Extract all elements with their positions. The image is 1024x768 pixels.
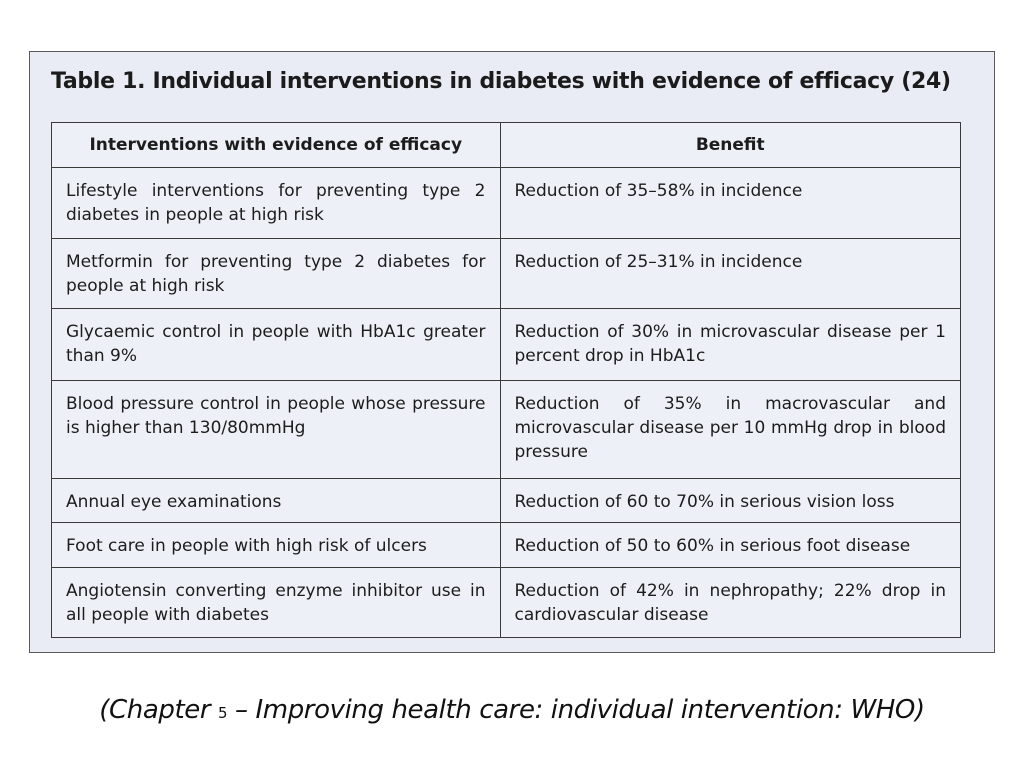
intervention-cell: Lifestyle interventions for preventing type 2 diabetes in people at high risk — [52, 168, 501, 239]
table-row — [52, 568, 961, 638]
table-title: Table 1. Individual interventions in diabetes with evidence of efficacy (24) — [51, 69, 951, 94]
table-row — [52, 479, 961, 523]
intervention-cell: Blood pressure control in people whose pressure is higher than 130/80mmHg — [52, 381, 501, 479]
intervention-cell: Glycaemic control in people with HbA1c greater than 9% — [52, 309, 501, 381]
benefit-cell: Reduction of 42% in nephropathy; 22% drop in cardiovascular disease — [500, 568, 961, 638]
caption-chapter-number: 5 — [218, 704, 228, 722]
intervention-cell: Annual eye examinations — [52, 479, 501, 523]
benefit-cell: Reduction of 25–31% in incidence — [500, 239, 961, 309]
table-panel — [29, 51, 995, 653]
table-row — [52, 168, 961, 239]
benefit-cell: Reduction of 30% in microvascular disease per 1 percent drop in HbA1c — [500, 309, 961, 381]
intervention-cell: Angiotensin converting enzyme inhibitor use in all people with diabetes — [52, 568, 501, 638]
benefit-cell: Reduction of 35–58% in incidence — [500, 168, 961, 239]
column-header-interventions: Interventions with evidence of efficacy — [52, 123, 501, 168]
caption-suffix: – Improving health care: individual intervention: WHO) — [227, 695, 925, 725]
table-row — [52, 239, 961, 309]
interventions-table — [51, 122, 961, 638]
table-row — [52, 309, 961, 381]
benefit-cell: Reduction of 60 to 70% in serious vision loss — [500, 479, 961, 523]
table-row — [52, 381, 961, 479]
source-caption — [0, 695, 1024, 725]
column-header-benefit: Benefit — [500, 123, 961, 168]
intervention-cell: Foot care in people with high risk of ulcers — [52, 523, 501, 568]
intervention-cell: Metformin for preventing type 2 diabetes for people at high risk — [52, 239, 501, 309]
caption-prefix: (Chapter — [99, 695, 219, 725]
benefit-cell: Reduction of 50 to 60% in serious foot disease — [500, 523, 961, 568]
table-header-row — [52, 123, 961, 168]
table-row — [52, 523, 961, 568]
benefit-cell: Reduction of 35% in macrovascular and microvascular disease per 10 mmHg drop in blood pressure — [500, 381, 961, 479]
